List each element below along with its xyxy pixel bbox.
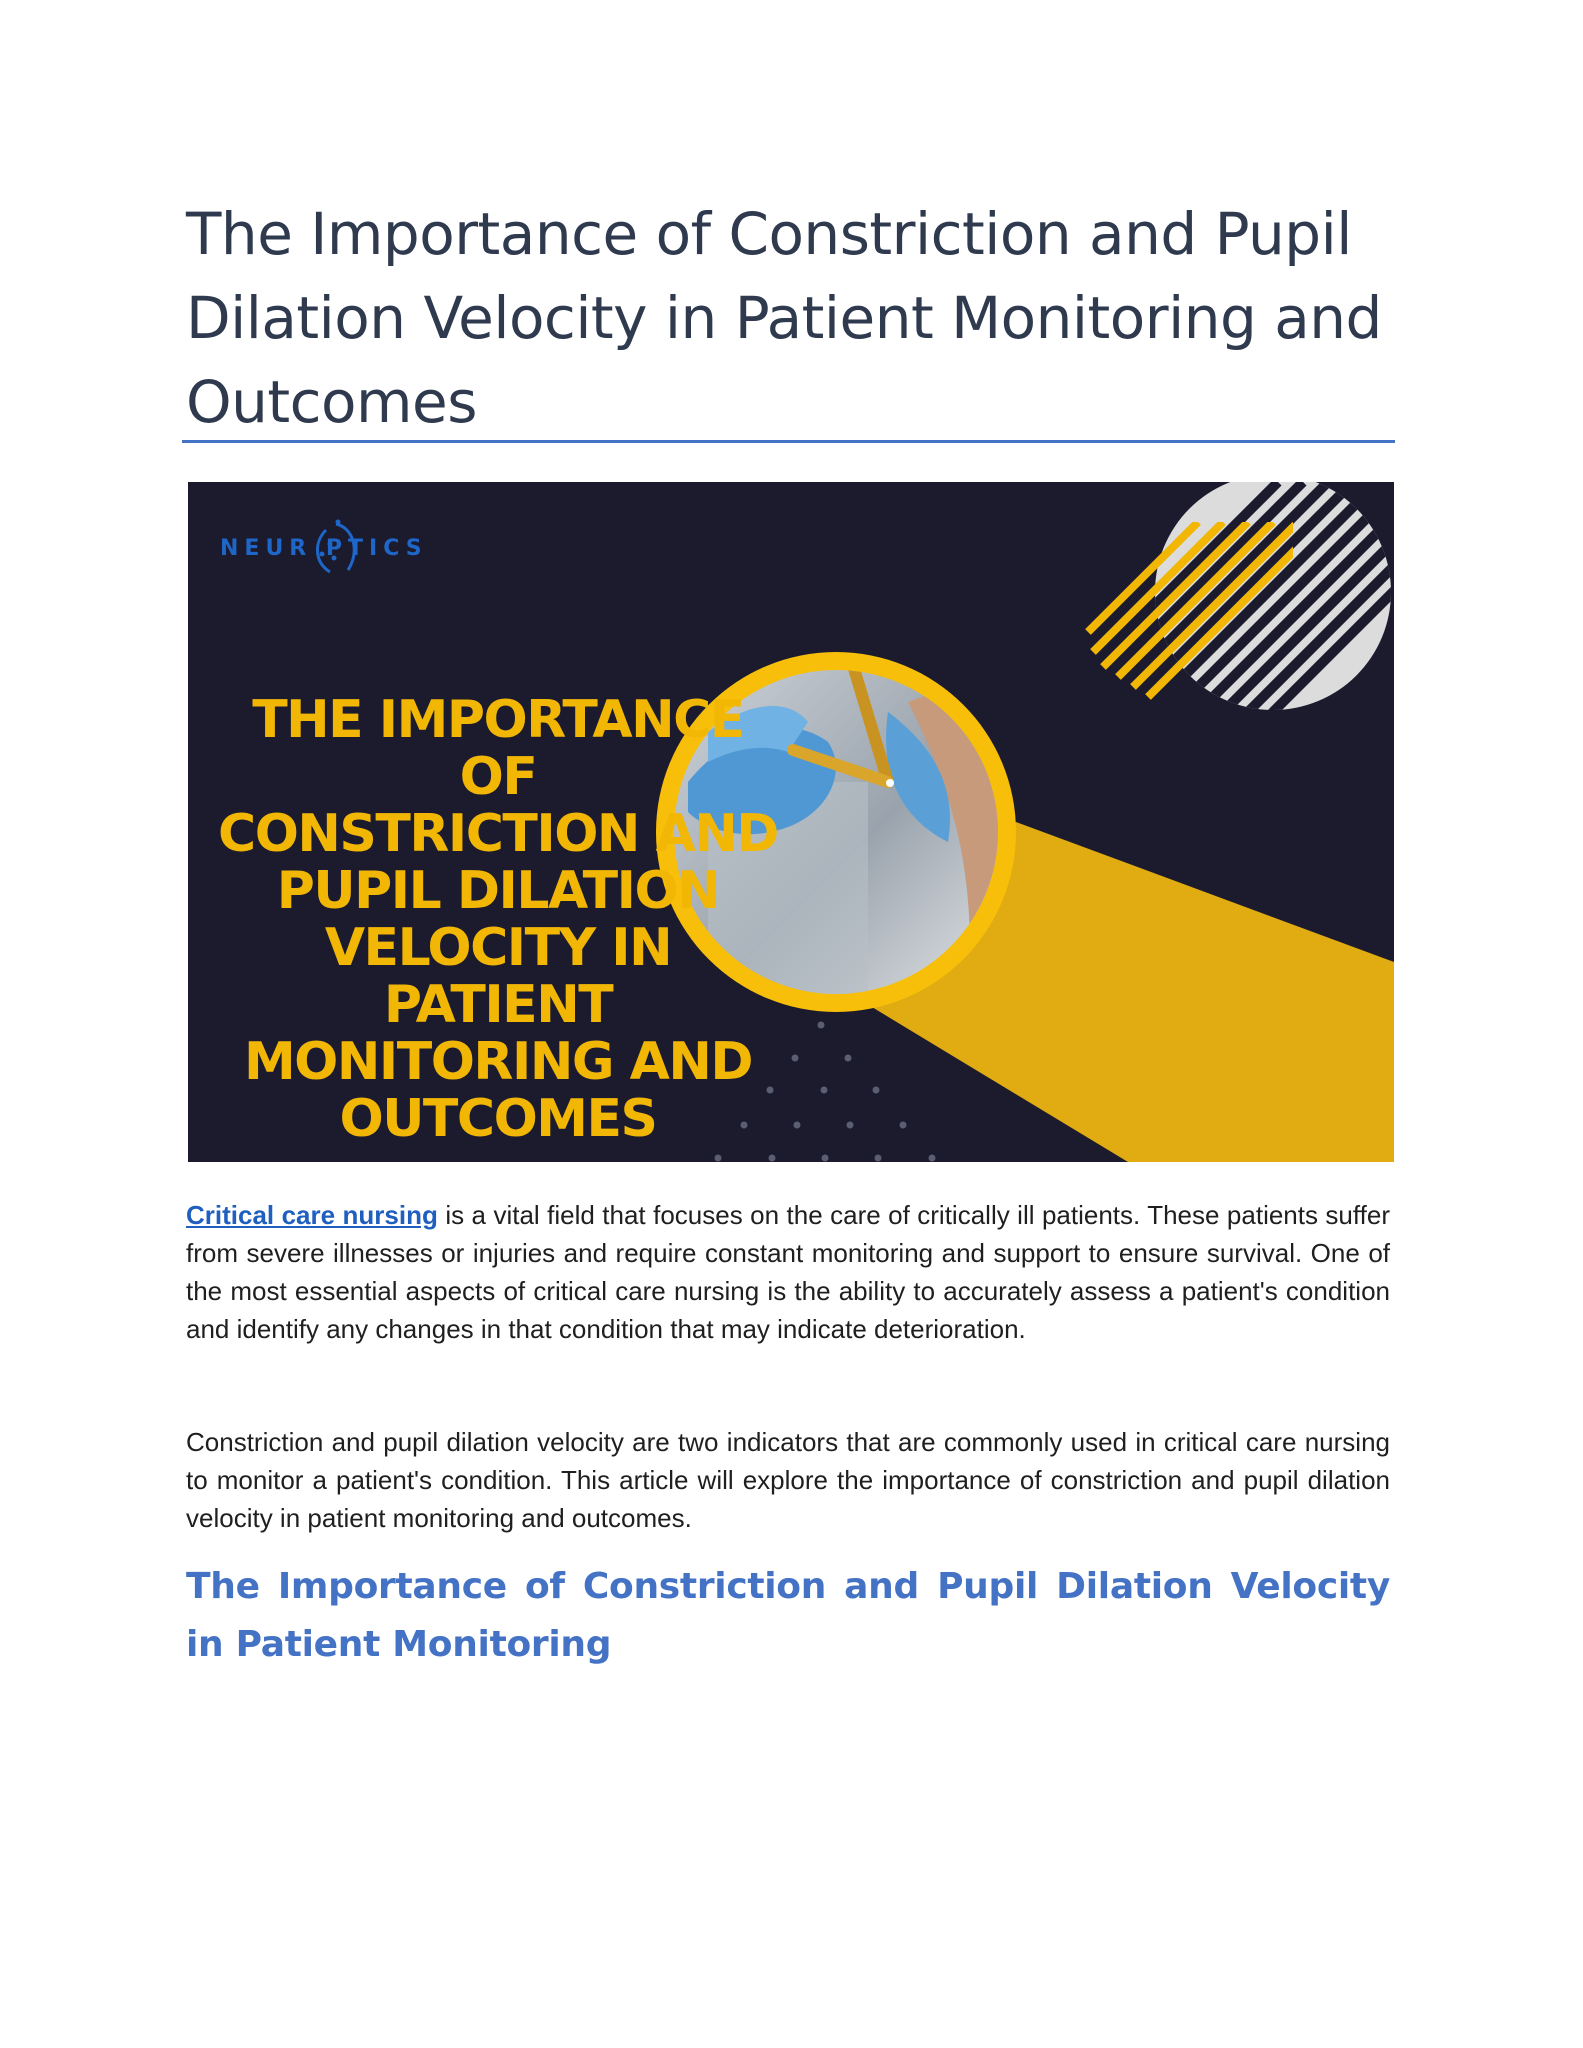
second-paragraph: Constriction and pupil dilation velocity are two indicators that are commonly used in critical care nursing to monitor a patient's condition. This article will explore the importance of constriction and pupil dilation velocity in patient monitoring and outcomes. (186, 1427, 1390, 1533)
intro-paragraph (186, 1196, 1390, 1348)
banner-heading: THE IMPORTANCE OF CONSTRICTION AND PUPIL DILATION VELOCITY IN PATIENT MONITORING AND OUTCOMES (218, 690, 778, 1149)
title-underline-rule (182, 440, 1395, 443)
neuroptics-logo-text: NEUR PTICS (220, 536, 428, 561)
document-title: The Importance of Constriction and Pupil Dilation Velocity in Patient Monitoring and Outcomes (186, 200, 1382, 436)
section-heading: The Importance of Constriction and Pupil Dilation Velocity in Patient Monitoring (186, 1566, 1390, 1665)
critical-care-nursing-link[interactable]: Critical care nursing (186, 1200, 438, 1230)
banner-image (188, 482, 1394, 1162)
intro-paragraph-text: is a vital field that focuses on the care of critically ill patients. These patients suffer from severe illnesses or injuries and require constant monitoring and support to ensure survival. One of the most essential aspects of critical care nursing is the ability to accurately assess a patient's condition and identify any changes in that condition that may indicate deterioration. (186, 1200, 1390, 1344)
